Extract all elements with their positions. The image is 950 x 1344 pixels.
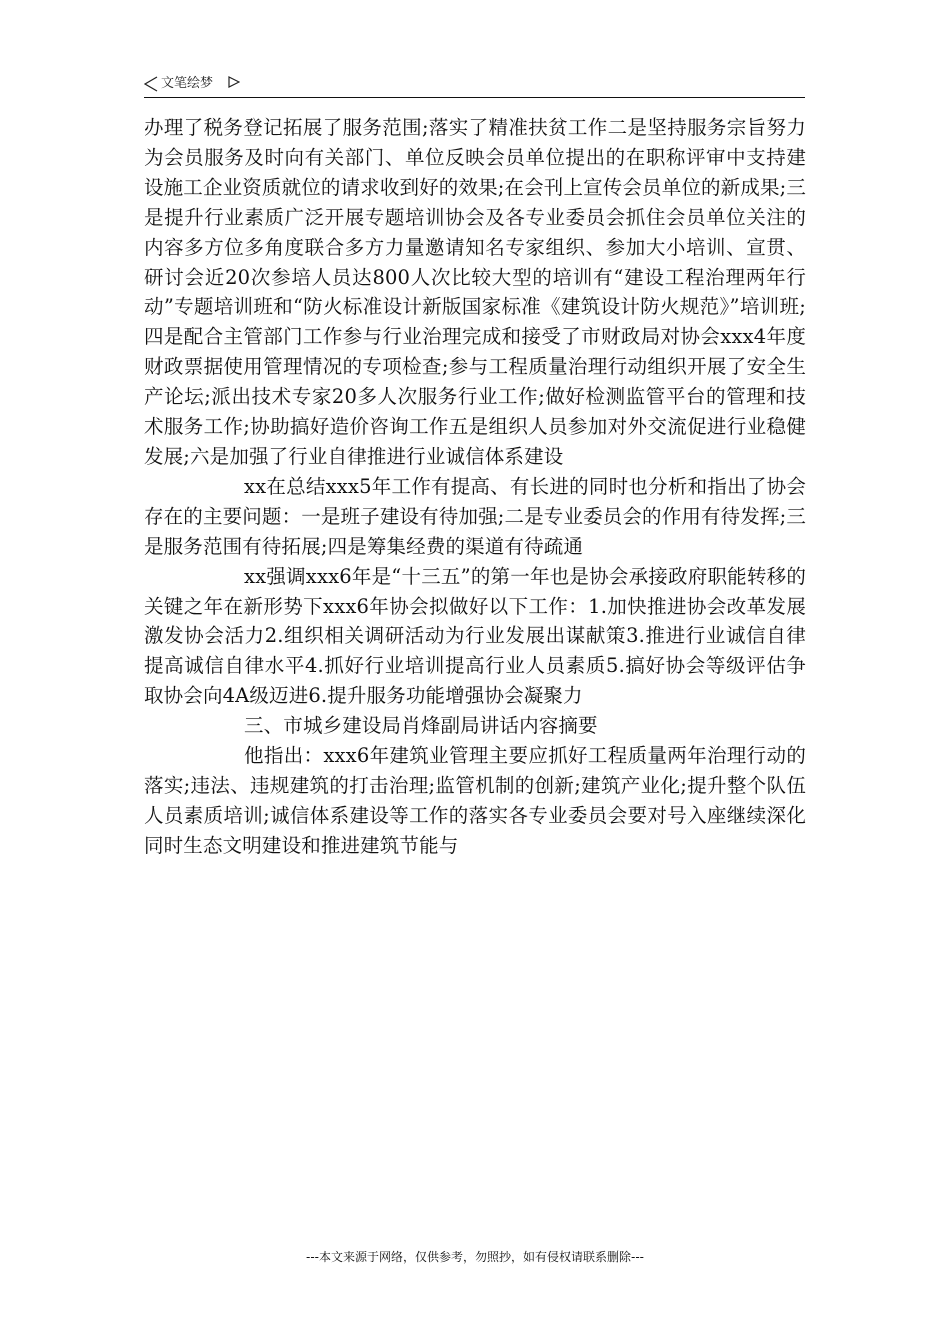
header-logo-text: 文笔绘梦 — [161, 76, 214, 91]
triangle-right-icon — [228, 76, 240, 88]
page-header — [144, 74, 805, 96]
paragraph-continuation: 办理了税务登记拓展了服务范围;落实了精准扶贫工作二是坚持服务宗旨努力为会员服务及时向有关部门、单位反映会员单位提出的在职称评审中支持建设施工企业资质就位的请求收到好的效果;在会刊上宣传会员单位的新成果;三是提升行业素质广泛开展专题培训协会及各专业委员会抓住会员单位关注的内容多方位多角度联合多方力量邀请知名专家组织、参加大小培训、宣贯、研讨会近20次参培人员达800人次比较大型的培训有“建设工程治理两年行动”专题培训班和“防火标准设计新版国家标准《建筑设计防火规范》”培训班;四是配合主管部门工作参与行业治理完成和接受了市财政局对协会xxx4年度财政票据使用管理情况的专项检查;参与工程质量治理行动组织开展了安全生产论坛;派出技术专家20多人次服务行业工作;做好检测监管平台的管理和技术服务工作;协助搞好造价咨询工作五是组织人员参加对外交流促进行业稳健发展;六是加强了行业自律推进行业诚信体系建设 — [144, 116, 806, 468]
paragraph-problems: xx在总结xxx5年工作有提高、有长进的同时也分析和指出了协会存在的主要问题：一是班子建设有待加强;二是专业委员会的作用有待发挥;三是服务范围有待拓展;四是筹集经费的渠道有待疏通 — [144, 474, 806, 558]
triangle-left-icon — [144, 76, 158, 92]
footer-disclaimer: ---本文来源于网络，仅供参考，勿照抄，如有侵权请联系删除--- — [306, 1250, 644, 1264]
header-divider — [144, 97, 805, 98]
section-heading: 三、市城乡建设局肖烽副局讲话内容摘要 — [244, 714, 598, 738]
paragraph-speech: 他指出：xxx6年建筑业管理主要应抓好工程质量两年治理行动的落实;违法、违规建筑的打击治理;监管机制的创新;建筑产业化;提升整个队伍人员素质培训;诚信体系建设等工作的落实各专业委员会要对号入座继续深化同时生态文明建设和推进建筑节能与 — [144, 744, 806, 857]
paragraph-plans: xx强调xxx6年是“十三五”的第一年也是协会承接政府职能转移的关键之年在新形势下xxx6年协会拟做好以下工作：1.加快推进协会改革发展激发协会活力2.组织相关调研活动为行业发展出谋献策3.推进行业诚信自律提高诚信自律水平4.抓好行业培训提高行业人员素质5.搞好协会等级评估争取协会向4A级迈进6.提升服务功能增强协会凝聚力 — [144, 564, 806, 708]
document-body — [144, 113, 806, 861]
